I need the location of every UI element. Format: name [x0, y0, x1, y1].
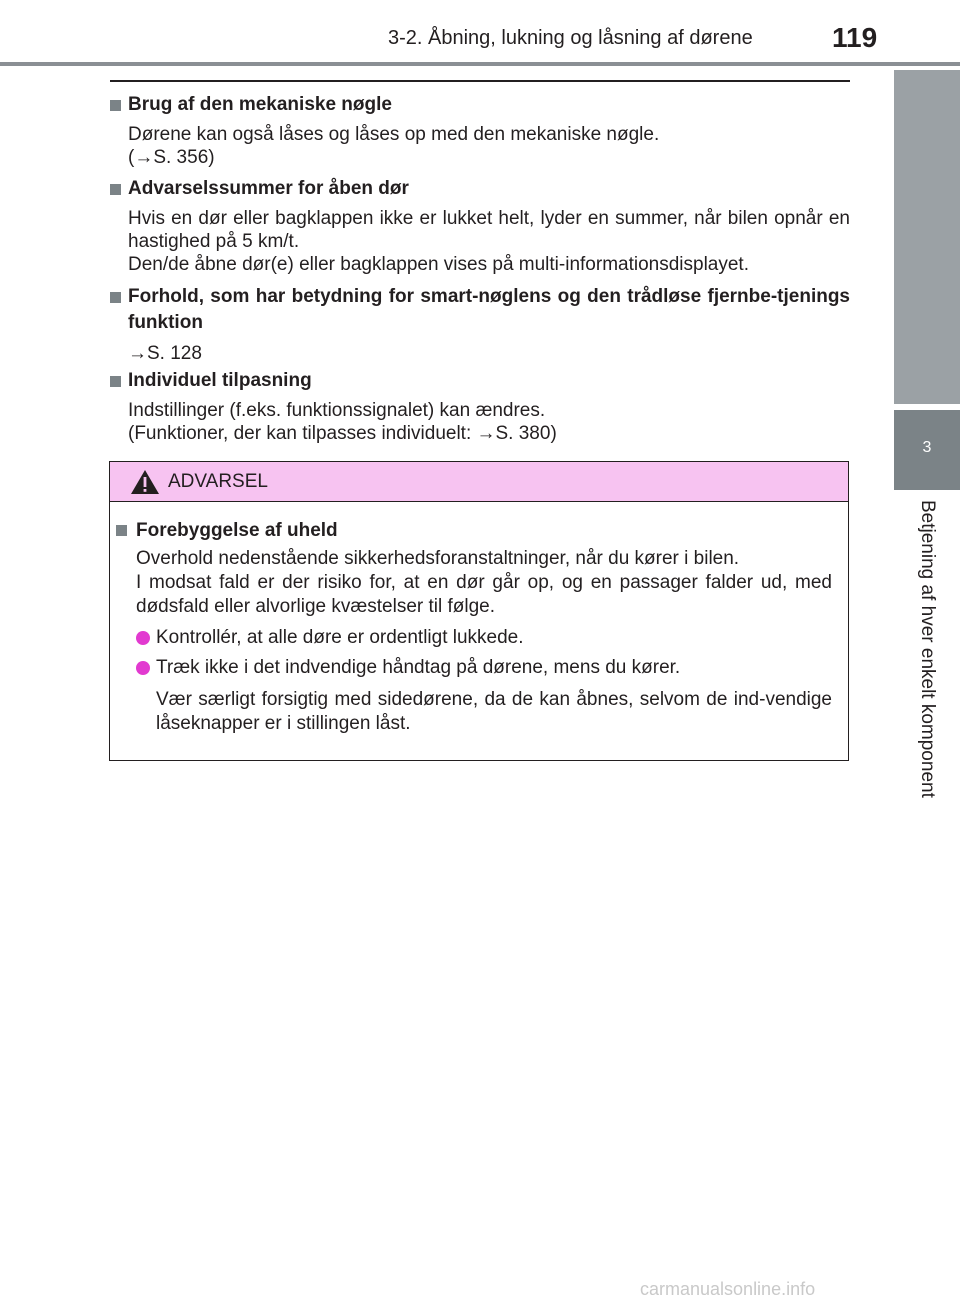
section-title: 3-2. Åbning, lukning og låsning af dørene — [388, 27, 753, 49]
chapter-label: Betjening af hver enkelt komponent — [917, 500, 938, 798]
warning-label: ADVARSEL — [168, 471, 268, 492]
warning-bullet: Kontrollér, at alle døre er ordentligt lukkede. — [136, 626, 856, 650]
section-heading: Individuel tilpasning — [110, 368, 850, 394]
warning-triangle-icon — [130, 469, 160, 495]
content-divider — [110, 80, 850, 82]
section-heading: Advarselssummer for åben dør — [110, 176, 850, 202]
section-text: Dørene kan også låses og låses op med den mekaniske nøgle. (→S. 356) — [110, 123, 850, 169]
section-text — [110, 342, 850, 365]
header-divider — [0, 62, 960, 66]
page-reference-link[interactable]: (Funktioner, der kan tilpasses individuelt: →S. 380) — [128, 423, 557, 444]
warning-box — [109, 461, 849, 761]
section-text: Indstillinger (f.eks. funktionssignalet) kan ændres. (Funktioner, der kan tilpasses individuelt: →S. 380) — [110, 399, 850, 445]
warning-title: Forebyggelse af uheld — [116, 519, 338, 543]
square-bullet-icon — [110, 100, 121, 111]
warning-paragraph: Overhold nedenstående sikkerhedsforanstaltninger, når du kører i bilen. I modsat fald er der risiko for, at en dør går op, og en passager falder ud, med dødsfald eller alvorlige kvæstelser til følge. — [136, 548, 832, 617]
square-bullet-icon — [110, 184, 121, 195]
section-smart-key-conditions — [110, 284, 850, 365]
section-mechanical-key — [110, 92, 850, 169]
section-customization — [110, 368, 850, 445]
page-reference-link[interactable]: (→S. 356) — [128, 147, 215, 168]
square-bullet-icon — [110, 376, 121, 387]
chapter-tab — [894, 410, 960, 490]
section-heading: Forhold, som har betydning for smart-nøglens og den trådløse fjernbe-tjenings funktion — [110, 284, 850, 336]
warning-sub-note: Vær særligt forsigtig med sidedørene, da de kan åbnes, selvom de ind-vendige låseknapper er i stillingen låst. — [156, 689, 832, 734]
warning-bullet: Træk ikke i det indvendige håndtag på dørene, mens du kører. — [136, 656, 856, 680]
section-heading: Brug af den mekaniske nøgle — [110, 92, 850, 118]
square-bullet-icon — [116, 525, 127, 536]
chapter-label-container — [894, 500, 960, 830]
circle-bullet-icon — [136, 631, 150, 645]
chapter-number: 3 — [922, 439, 932, 456]
page-number: 119 — [832, 22, 878, 53]
circle-bullet-icon — [136, 661, 150, 675]
side-strip — [894, 70, 960, 404]
watermark: carmanualsonline.info — [640, 1279, 816, 1299]
section-open-door-buzzer — [110, 176, 850, 276]
warning-header — [110, 462, 848, 502]
square-bullet-icon — [110, 292, 121, 303]
page-reference-link[interactable]: →S. 128 — [128, 343, 202, 364]
page-header — [0, 0, 960, 62]
section-text: Hvis en dør eller bagklappen ikke er lukket helt, lyder en summer, når bilen opnår en hastighed på 5 km/t. Den/de åbne dør(e) eller bagklappen vises på multi-informationsdisplayet. — [128, 208, 850, 275]
